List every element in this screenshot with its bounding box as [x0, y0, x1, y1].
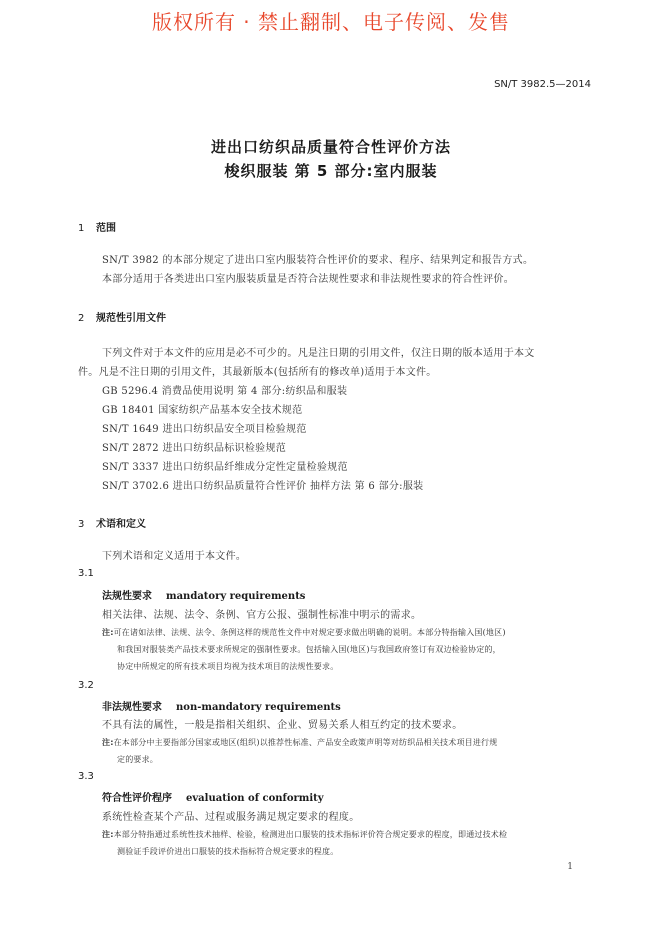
page-number: 1: [567, 862, 573, 872]
section-heading-terms: [78, 515, 146, 530]
reference-item: GB 5296.4 消费品使用说明 第 4 部分:纺织品和服装: [102, 386, 348, 397]
section-number: 2: [78, 313, 85, 324]
terms-intro: 下列术语和定义适用于本文件。: [102, 551, 247, 562]
note-label: 注:: [102, 830, 114, 839]
note-text: 在本部分中主要指部分国家或地区(组织)以推荐性标准、产品安全政策声明等对纺织品相关技术项目进行规: [113, 738, 498, 747]
reference-item: SN/T 3702.6 进出口纺织品质量符合性评价 抽样方法 第 6 部分:服装: [102, 481, 424, 492]
term-note-line3: 协定中所规定的所有技术项目均视为技术项目的法规性要求。: [117, 662, 339, 671]
standard-number: SN/T 3982.5—2014: [494, 79, 591, 90]
references-intro-line1: 下列文件对于本文件的应用是必不可少的。凡是注日期的引用文件，仅注日期的版本适用于本文: [102, 348, 535, 359]
term-en: mandatory requirements: [166, 591, 306, 602]
term-title-mandatory: [102, 587, 305, 602]
scope-paragraph-1: SN/T 3982 的本部分规定了进出口室内服装符合性评价的要求、程序、结果判定和报告方式。: [102, 255, 534, 266]
document-title-line1: 进出口纺织品质量符合性评价方法: [210, 138, 451, 156]
term-note-line2: 和我国对服装类产品技术要求所规定的强制性要求。包括输入国(地区)与我国政府签订有双边检验协定的，: [117, 645, 501, 654]
term-number: 3.1: [78, 568, 94, 579]
term-title-conformity: [102, 789, 324, 804]
term-definition: 不具有法的属性，一般是指相关组织、企业、贸易关系人相互约定的技术要求。: [102, 720, 463, 731]
note-label: 注:: [102, 628, 114, 637]
scope-paragraph-2: 本部分适用于各类进出口室内服装质量是否符合法规性要求和非法规性要求的符合性评价。: [102, 274, 514, 285]
term-zh: 非法规性要求: [102, 702, 162, 713]
section-title: 范围: [96, 223, 116, 234]
section-heading-scope: [78, 219, 116, 234]
term-title-non-mandatory: [102, 698, 341, 713]
reference-item: SN/T 2872 进出口纺织品标识检验规范: [102, 443, 287, 454]
reference-item: SN/T 1649 进出口纺织品安全项目检验规范: [102, 424, 307, 435]
term-zh: 法规性要求: [102, 591, 152, 602]
term-note-line2: 测验证手段评价进出口服装的技术指标符合规定要求的程度。: [117, 847, 339, 856]
note-label: 注:: [102, 738, 114, 747]
copyright-banner: 版权所有 · 禁止翻制、电子传阅、发售: [151, 10, 511, 34]
note-text: 可在诸如法律、法规、法令、条例这样的规范性文件中对规定要求做出明确的说明。本部分特指输入国(地区): [113, 628, 506, 637]
section-heading-references: [78, 309, 166, 324]
term-note-line2: 定的要求。: [117, 755, 158, 764]
term-en: non-mandatory requirements: [176, 702, 341, 713]
section-number: 3: [78, 519, 85, 530]
term-en: evaluation of conformity: [186, 793, 324, 804]
note-text: 本部分特指通过系统性技术抽样、检验，检测进出口服装的技术指标评价符合规定要求的程度，即通过技术检: [113, 830, 508, 839]
references-intro-line2: 件。凡是不注日期的引用文件，其最新版本(包括所有的修改单)适用于本文件。: [78, 367, 437, 378]
term-definition: 相关法律、法规、法令、条例、官方公报、强制性标准中明示的需求。: [102, 610, 422, 621]
reference-item: GB 18401 国家纺织产品基本安全技术规范: [102, 405, 303, 416]
section-title: 规范性引用文件: [96, 313, 166, 324]
document-title-line2: 梭织服装 第 5 部分:室内服装: [224, 162, 438, 180]
term-note-line1: [102, 737, 497, 748]
section-title: 术语和定义: [96, 519, 146, 530]
term-definition: 系统性检查某个产品、过程或服务满足规定要求的程度。: [102, 812, 360, 823]
term-number: 3.3: [78, 771, 94, 782]
term-zh: 符合性评价程序: [102, 793, 172, 804]
term-note-line1: [102, 627, 506, 638]
section-number: 1: [78, 223, 85, 234]
term-note-line1: [102, 829, 507, 840]
term-number: 3.2: [78, 680, 94, 691]
reference-item: SN/T 3337 进出口纺织品纤维成分定性定量检验规范: [102, 462, 348, 473]
